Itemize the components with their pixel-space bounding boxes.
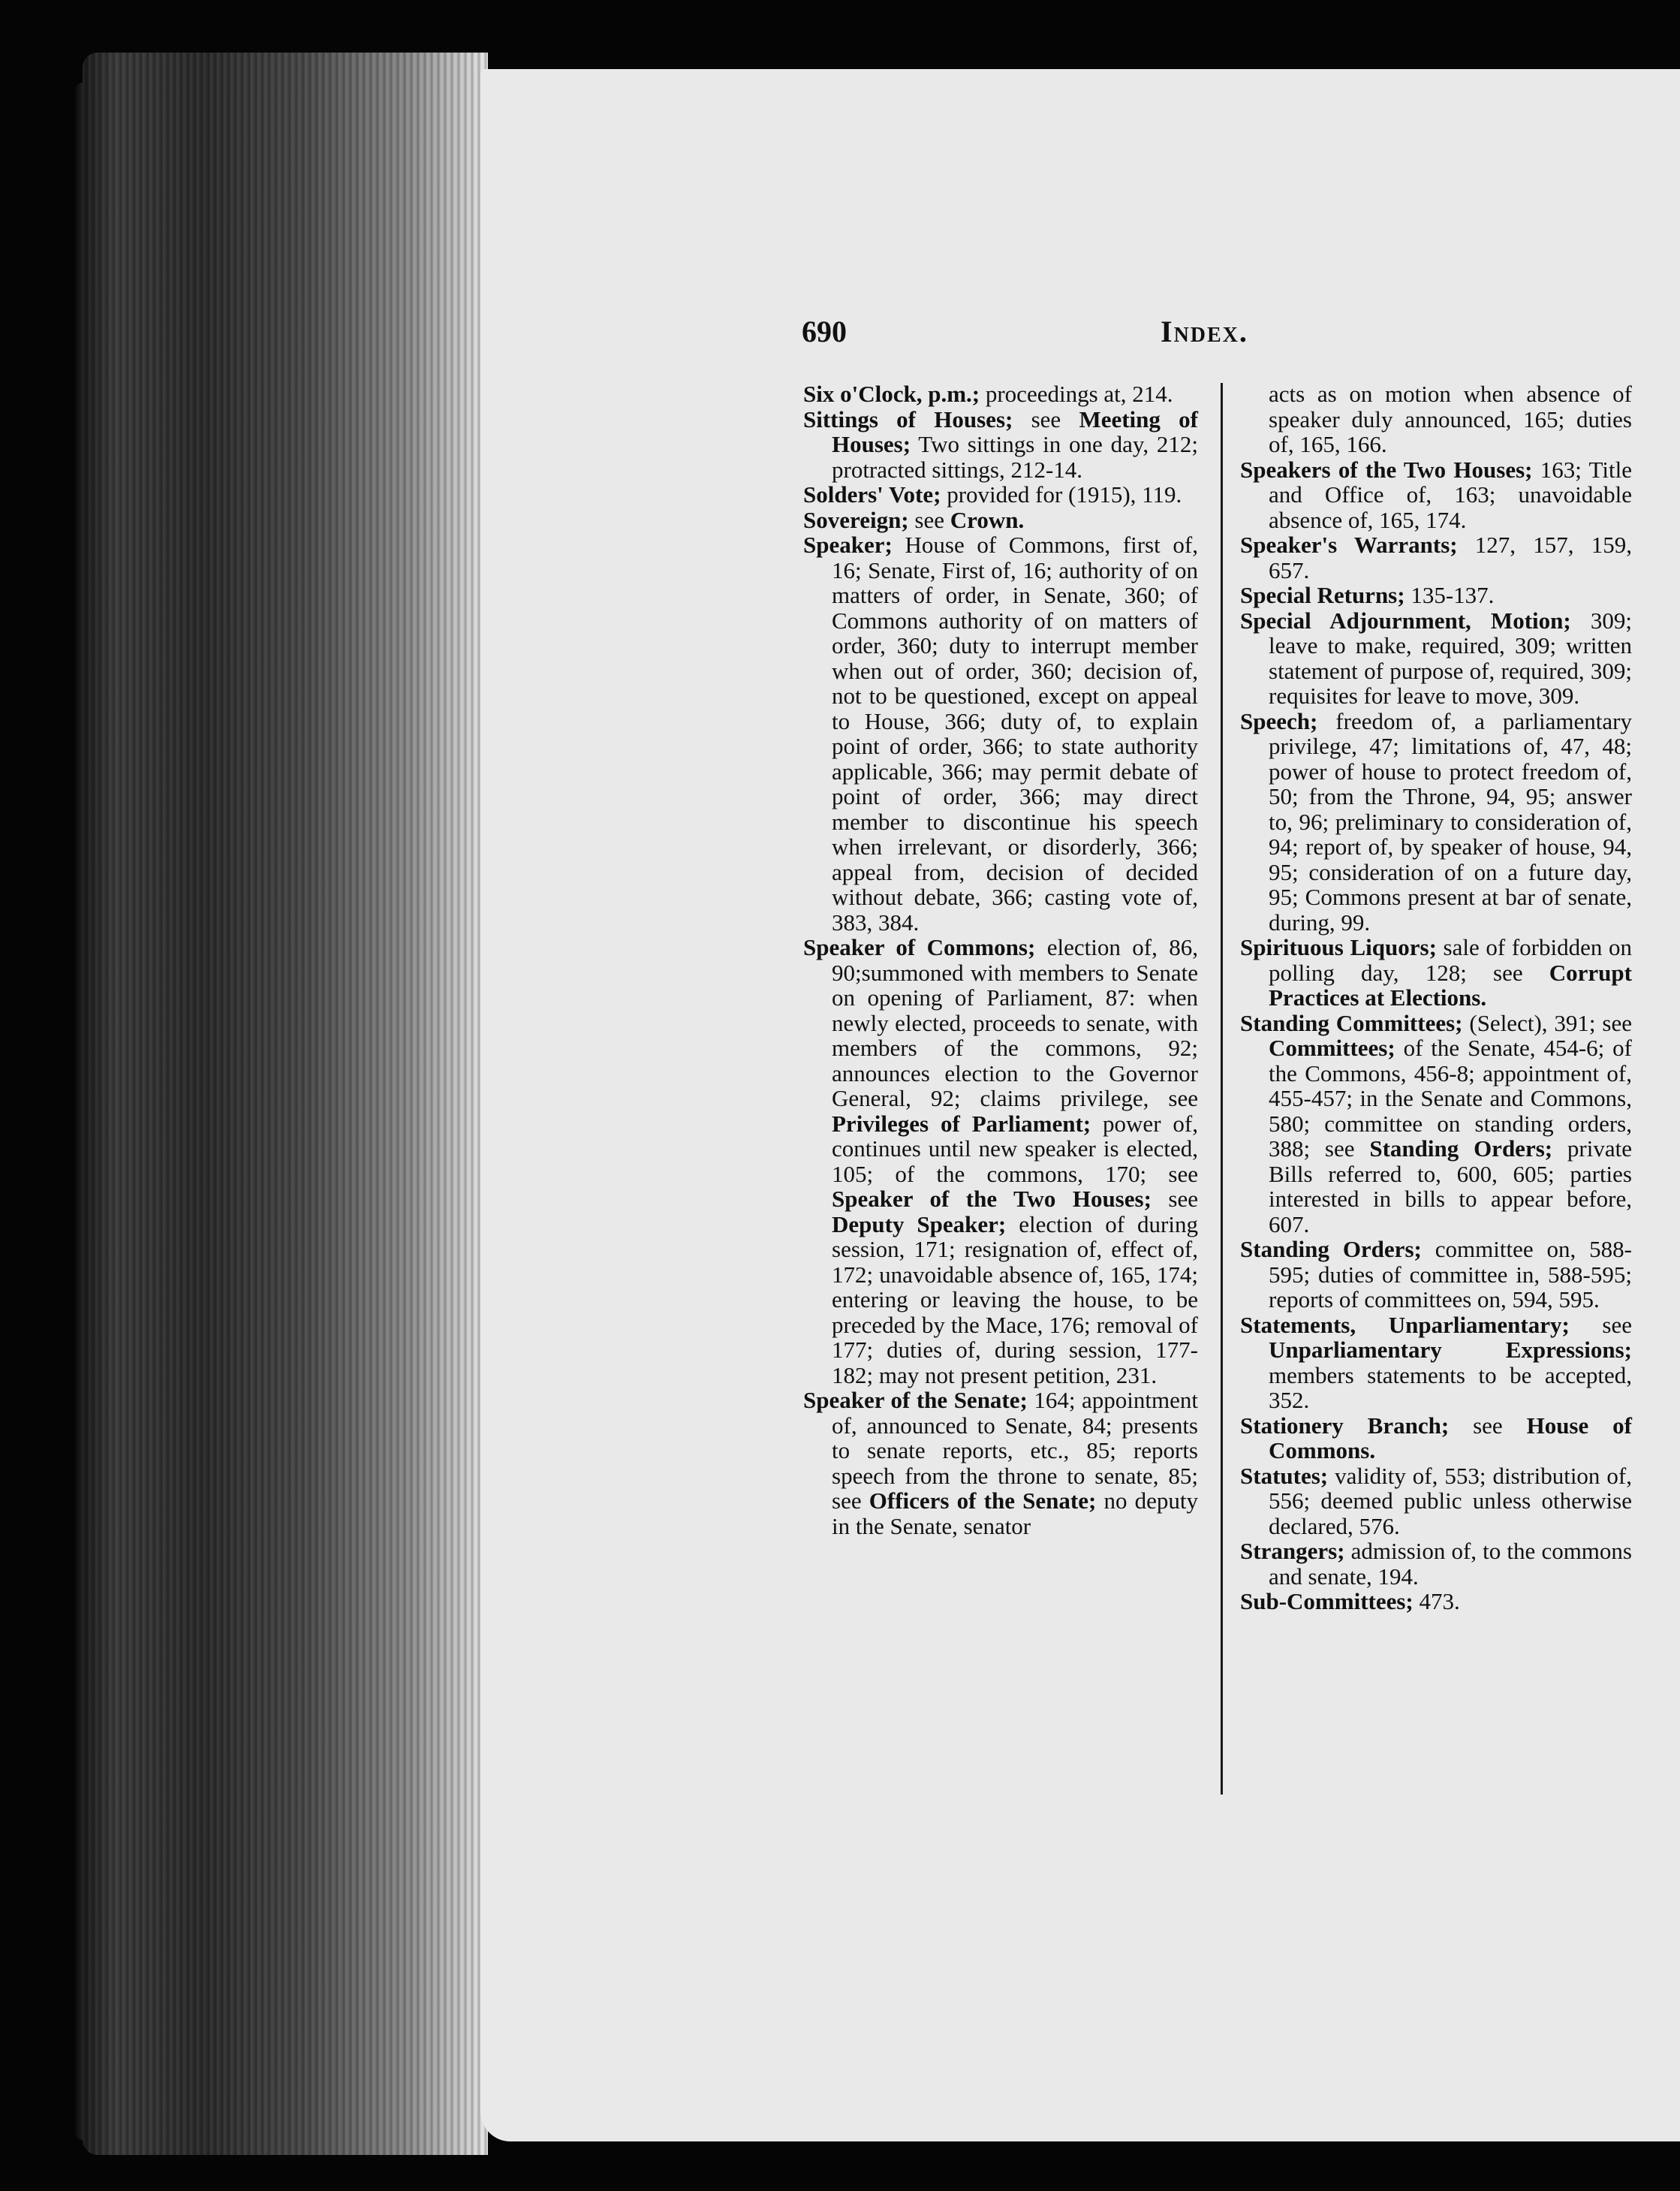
entry-text: see xyxy=(908,506,950,533)
entry-text: election of during session, 171; resignation of, effect of, 172; unavoidable absence of, 165, 174; entering or leaving the house, to be preceded by the Mace, 176; removal of 177; duties of, during session, 177-182; may not present petition, 231. xyxy=(832,1210,1198,1388)
entry-text: no deputy in the Senate, senator xyxy=(832,1487,1198,1539)
index-headword: Statements, Unparliamentary; xyxy=(1240,1311,1570,1338)
entry-text: 164; appointment of, announced to Senate, 84; presents to senate reports, etc., 85; reports speech from the throne to senate, 85; see xyxy=(832,1387,1198,1514)
entry-text: 163; Title and Office of, 163; unavoidable absence of, 165, 174. xyxy=(1269,456,1633,533)
entry-text: 127, 157, 159, 657. xyxy=(1269,532,1632,583)
entry-text: (Select), 391; see xyxy=(1462,1009,1632,1036)
index-entry xyxy=(1240,1463,1632,1539)
index-entry xyxy=(1240,1237,1632,1312)
index-headword: Special Adjournment, Motion; xyxy=(1240,607,1571,634)
entry-text: see xyxy=(1151,1186,1198,1212)
index-entry xyxy=(803,935,1198,1388)
index-headword: Standing Committees; xyxy=(1240,1009,1463,1036)
entry-text: members statements to be accepted, 352. xyxy=(1269,1361,1632,1413)
index-headword: Sub-Committees; xyxy=(1240,1588,1414,1614)
index-entry xyxy=(1240,583,1632,608)
entry-text: Two sittings in one day, 212; protracted sittings, 212-14. xyxy=(832,431,1198,483)
cross-reference: Committees; xyxy=(1269,1035,1395,1061)
page-header xyxy=(802,314,1635,359)
index-entry xyxy=(1240,457,1632,533)
index-entry xyxy=(1240,608,1632,709)
index-headword: Strangers; xyxy=(1240,1538,1345,1564)
index-entry xyxy=(803,508,1198,533)
index-entry xyxy=(803,482,1198,508)
index-headword: Stationery Branch; xyxy=(1240,1412,1450,1439)
cross-reference: Speaker of the Two Houses; xyxy=(832,1186,1152,1212)
index-headword: Solders' Vote; xyxy=(803,481,941,508)
index-column-right xyxy=(1240,381,1632,1614)
entry-text: see xyxy=(1569,1311,1632,1338)
index-headword: Speaker of the Senate; xyxy=(803,1387,1028,1413)
index-headword: Spirituous Liquors; xyxy=(1240,934,1437,960)
index-headword: Speakers of the Two Houses; xyxy=(1240,456,1533,483)
entry-text: validity of, 553; distribution of, 556; deemed public unless otherwise declared, 576. xyxy=(1269,1462,1632,1539)
entry-text: see xyxy=(1013,405,1079,432)
index-entry xyxy=(1240,532,1632,583)
entry-text: 135-137. xyxy=(1405,582,1495,608)
cross-reference: Standing Orders; xyxy=(1369,1135,1553,1162)
entry-text: sale of forbidden on polling day, 128; see xyxy=(1269,934,1632,986)
index-entry xyxy=(803,407,1198,483)
entry-text: private Bills referred to, 600, 605; parties interested in bills to appear before, 607. xyxy=(1269,1135,1632,1237)
index-headword: Speaker; xyxy=(803,532,893,558)
index-entry xyxy=(803,1388,1198,1539)
column-divider xyxy=(1221,383,1223,1795)
cross-reference: House of Commons. xyxy=(1269,1412,1632,1463)
cross-reference: Privileges of Parliament; xyxy=(832,1110,1091,1137)
cross-reference: Officers of the Senate; xyxy=(869,1487,1097,1514)
entry-text: provided for (1915), 119. xyxy=(941,481,1182,508)
entry-text: power of, continues until new speaker is elected, 105; of the commons, 170; see xyxy=(832,1110,1198,1187)
page-title: Index. xyxy=(1161,315,1248,348)
index-headword: Standing Orders; xyxy=(1240,1236,1422,1262)
index-entry xyxy=(1240,935,1632,1011)
cross-reference: Crown. xyxy=(950,506,1025,533)
entry-text: 473. xyxy=(1413,1588,1460,1614)
index-headword: Speaker's Warrants; xyxy=(1240,532,1458,558)
index-headword: Speaker of Commons; xyxy=(803,934,1036,960)
index-headword: Six o'Clock, p.m.; xyxy=(803,381,980,407)
entry-text: House of Commons, first of, 16; Senate, First of, 16; authority of on matters of order, in Senate, 360; of Commons authority of on matters of order, 360; duty to interrupt member when out of order, 360; decision of, not to be questioned, except on appeal to House, 366; duty of, to explain point of order, 366; to state authority applicable, 366; may permit debate of point of order, 366; may direct member to discontinue his speech when irrelevant, or disorderly, 366; appeal from, decision of decided without debate, 366; casting vote of, 383, 384. xyxy=(832,532,1198,936)
index-entry xyxy=(1240,1413,1632,1463)
cross-reference: Corrupt Practices at Elections. xyxy=(1269,959,1632,1011)
entry-text: 309; leave to make, required, 309; written statement of purpose of, required, 309; requisites for leave to move, 309. xyxy=(1269,607,1632,709)
entry-text: see xyxy=(1449,1412,1527,1439)
cross-reference: Deputy Speaker; xyxy=(832,1210,1007,1237)
index-headword: Special Returns; xyxy=(1240,582,1405,608)
cross-reference: Meeting of Houses; xyxy=(832,405,1198,457)
cross-reference: Unparliamentary Expressions; xyxy=(1269,1337,1632,1363)
entry-text: admission of, to the commons and senate, 194. xyxy=(1269,1538,1632,1590)
index-entry xyxy=(1240,1312,1632,1413)
page-number: 690 xyxy=(802,315,847,348)
index-entry xyxy=(1240,1539,1632,1589)
entry-text: freedom of, a parliamentary privilege, 47; limitations of, 47, 48; power of house to protect freedom of, 50; from the Throne, 94, 95; answer to, 96; preliminary to consideration of, 94; report of, by speaker of house, 94, 95; consideration of on a future day, 95; Commons present at bar of senate, during, 99. xyxy=(1269,707,1632,936)
entry-text: committee on, 588-595; duties of committee in, 588-595; reports of committees on, 594, 595. xyxy=(1269,1236,1633,1312)
index-column-left xyxy=(803,381,1198,1539)
book-page-edges xyxy=(83,53,488,2155)
index-entry xyxy=(1240,1011,1632,1237)
entry-text: proceedings at, 214. xyxy=(980,381,1173,407)
index-headword: Sovereign; xyxy=(803,506,909,533)
index-headword: Sittings of Houses; xyxy=(803,405,1013,432)
index-headword: Statutes; xyxy=(1240,1462,1329,1489)
index-entry xyxy=(803,532,1198,935)
entry-text: election of, 86, 90;summoned with members to Senate on opening of Parliament, 87: when newly elected, proceeds to senate, with members of the commons, 92; announces election to the Governor General, 92; claims privilege, see xyxy=(832,934,1198,1111)
entry-text: acts as on motion when absence of speaker duly announced, 165; duties of, 165, 166. xyxy=(1269,381,1632,457)
entry-text: of the Senate, 454-6; of the Commons, 456-8; appointment of, 455-457; in the Senate and Commons, 580; committee on standing orders, 388; see xyxy=(1269,1035,1632,1162)
index-entry xyxy=(1240,709,1632,936)
index-entry xyxy=(803,381,1198,407)
index-entry xyxy=(1240,1589,1632,1614)
index-headword: Speech; xyxy=(1240,707,1318,734)
index-entry xyxy=(1240,381,1632,457)
